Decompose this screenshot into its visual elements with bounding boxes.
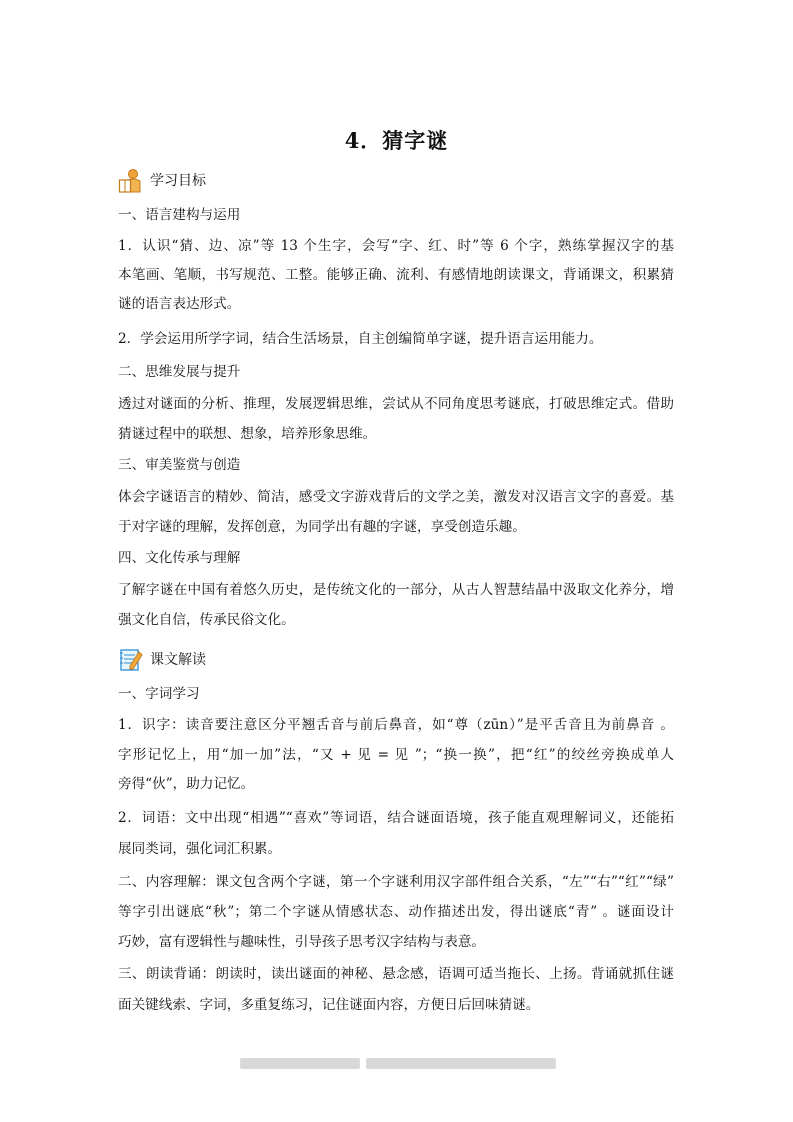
section-heading-label: 学习目标 [150, 173, 206, 189]
notebook-pen-icon [118, 647, 142, 671]
paragraph-line: 体会字谜语言的精妙、简洁，感受文字游戏背后的文学之美，激发对汉语言文字的喜爱。基 [118, 489, 674, 505]
section-heading-label: 课文解读 [150, 652, 206, 668]
paragraph-line: 等字引出谜底“秋”；第二个字谜从情感状态、动作描述出发，得出谜底“青” 。谜面设计 [118, 904, 674, 920]
paragraph-line: 了解字谜在中国有着悠久历史，是传统文化的一部分，从古人智慧结晶中汲取文化养分，增 [118, 582, 674, 598]
paragraph-line: 强文化自信，传承民俗文化。 [118, 612, 295, 628]
subheading: 一、语言建构与运用 [118, 207, 241, 223]
subheading: 四、文化传承与理解 [118, 550, 241, 566]
paragraph-line: 透过对谜面的分析、推理，发展逻辑思维，尝试从不同角度思考谜底，打破思维定式。借助 [118, 396, 674, 412]
paragraph-line: 巧妙，富有逻辑性与趣味性，引导孩子思考汉字结构与表意。 [118, 934, 486, 950]
paragraph-line: 二、内容理解：课文包含两个字谜，第一个字谜利用汉字部件组合关系，“左”“右”“红”“绿” [118, 874, 674, 890]
paragraph-line: 本笔画、笔顺，书写规范、工整。能够正确、流利、有感情地朗读课文，背诵课文，积累猜 [118, 267, 674, 283]
person-reading-book-icon [118, 168, 142, 192]
paragraph-line: 谜的语言表达形式。 [118, 296, 241, 312]
paragraph-line: 猜谜过程中的联想、想象，培养形象思维。 [118, 426, 377, 442]
section-heading-reading [118, 646, 206, 672]
paragraph-line: 三、朗读背诵：朗读时，读出谜面的神秘、悬念感，语调可适当拖长、上扬。背诵就抓住谜 [118, 966, 674, 982]
subheading: 二、思维发展与提升 [118, 364, 241, 380]
paragraph-line: 展同类词，强化词汇积累。 [118, 841, 282, 857]
paragraph-line: 于对字谜的理解，发挥创意，为同学出有趣的字谜，享受创造乐趣。 [118, 519, 526, 535]
paragraph-line: 1．识字：读音要注意区分平翘舌音与前后鼻音，如“尊（zūn）”是平舌音且为前鼻音 。 [118, 717, 674, 733]
paragraph-line: 1．认识“猜、边、凉”等 13 个生字，会写“字、红、时”等 6 个字，熟练掌握汉字的基 [118, 238, 674, 254]
blurred-footer-watermark [240, 1055, 556, 1072]
paragraph-line: 面关键线索、字词，多重复练习，记住谜面内容，方便日后回味猜谜。 [118, 997, 540, 1013]
paragraph-line: 字形记忆上，用“加一加”法，“又 + 见 = 见 ”；“换一换”，把“红”的绞丝旁换成单人 [118, 747, 674, 763]
page-title: 4．猜字谜 [344, 128, 449, 153]
subheading: 三、审美鉴赏与创造 [118, 457, 241, 473]
paragraph-line: 2．词语：文中出现“相遇”“喜欢”等词语，结合谜面语境，孩子能直观理解词义，还能拓 [118, 810, 674, 826]
section-heading-goals [118, 167, 206, 193]
paragraph-line: 旁得“伙”，助力记忆。 [118, 776, 255, 792]
paragraph-line: 2．学会运用所学字词，结合生活场景，自主创编简单字谜，提升语言运用能力。 [118, 331, 603, 347]
subheading: 一、字词学习 [118, 686, 200, 702]
